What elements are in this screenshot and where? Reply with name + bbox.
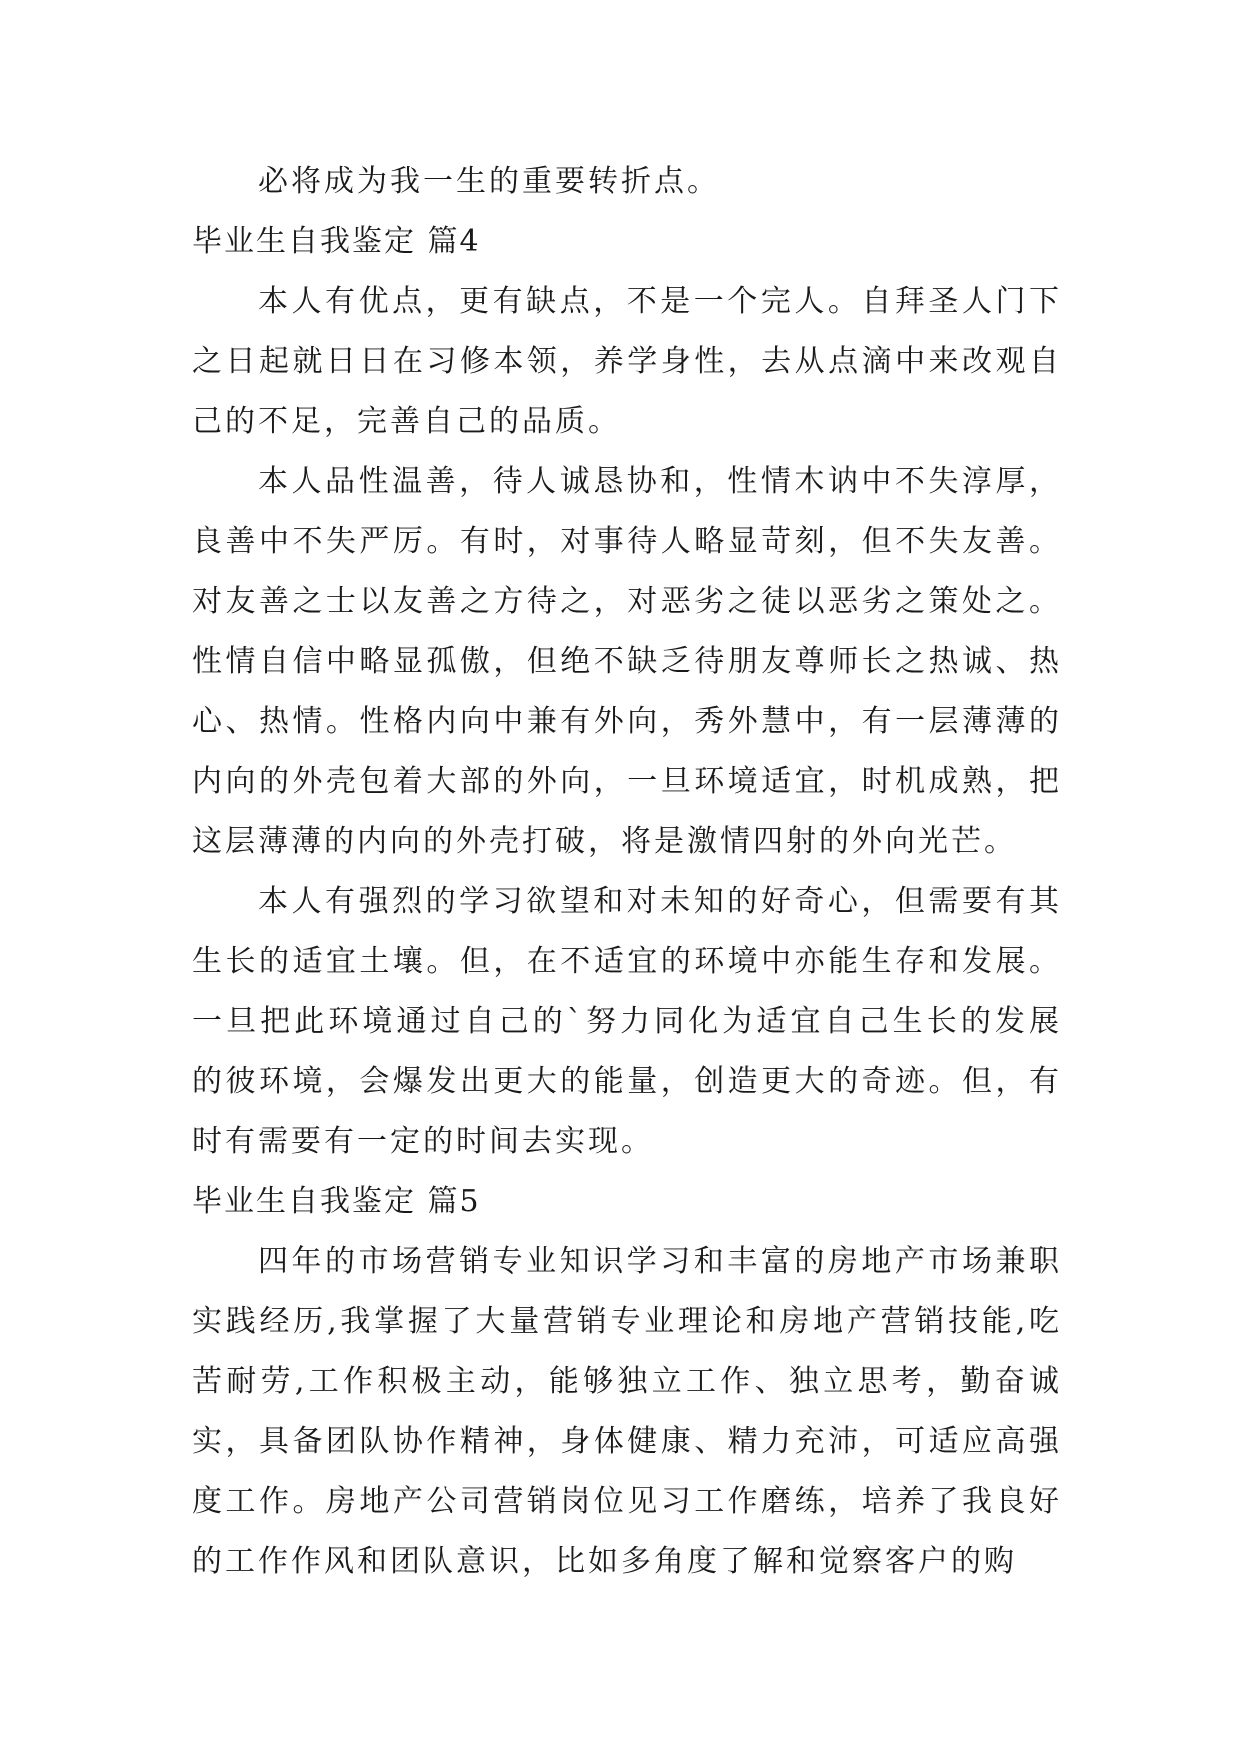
section-heading: 毕业生自我鉴定 篇5	[192, 1184, 481, 1219]
section-heading: 毕业生自我鉴定 篇4	[192, 224, 481, 259]
document-body	[192, 152, 1062, 1592]
paragraph: 四年的市场营销专业知识学习和丰富的房地产市场兼职实践经历,我掌握了大量营销专业理论和房地产营销技能,吃苦耐劳,工作积极主动，能够独立工作、独立思考，勤奋诚实，具备团队协作精神，身体健康、精力充沛，可适应高强度工作。房地产公司营销岗位见习工作磨练，培养了我良好的工作作风和团队意识，比如多角度了解和觉察客户的购	[192, 1244, 1062, 1579]
paragraph: 本人有强烈的学习欲望和对未知的好奇心，但需要有其生长的适宜土壤。但，在不适宜的环境中亦能生存和发展。一旦把此环境通过自己的`努力同化为适宜自己生长的发展的彼环境，会爆发出更大的能量，创造更大的奇迹。但，有时有需要有一定的时间去实现。	[192, 884, 1062, 1159]
paragraph: 必将成为我一生的重要转折点。	[258, 164, 720, 199]
paragraph: 本人有优点，更有缺点，不是一个完人。自拜圣人门下之日起就日日在习修本领，养学身性，去从点滴中来改观自己的不足，完善自己的品质。	[192, 284, 1062, 439]
paragraph: 本人品性温善，待人诚恳协和，性情木讷中不失淳厚，良善中不失严厉。有时，对事待人略显苛刻，但不失友善。对友善之士以友善之方待之，对恶劣之徒以恶劣之策处之。性情自信中略显孤傲，但绝不缺乏待朋友尊师长之热诚、热心、热情。性格内向中兼有外向，秀外慧中，有一层薄薄的内向的外壳包着大部的外向，一旦环境适宜，时机成熟，把这层薄薄的内向的外壳打破，将是激情四射的外向光芒。	[192, 464, 1062, 859]
